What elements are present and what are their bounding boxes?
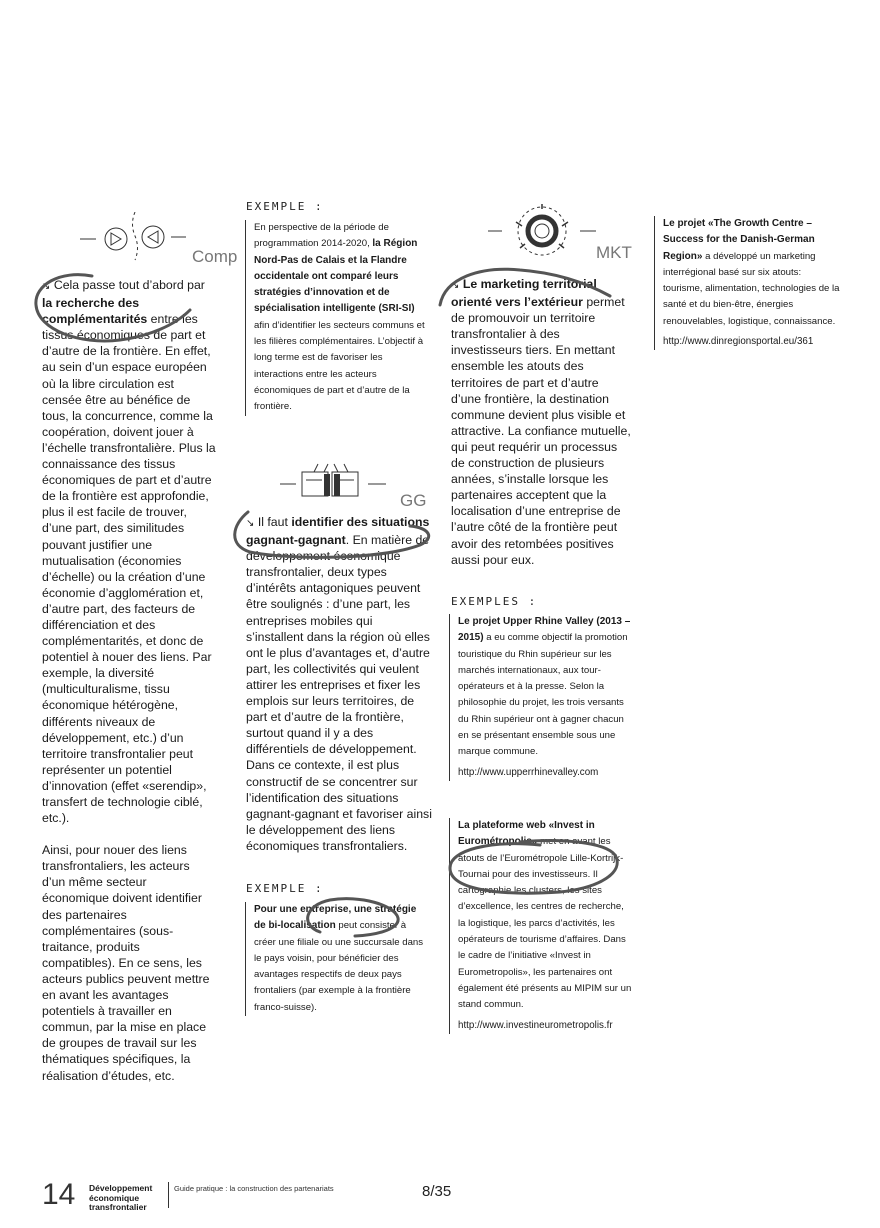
col2-para-bold: identifier des situations gagnant-gagnant [246,515,430,548]
col2-example1-post: afin d’identifier les secteurs communs et les filières complémentaires. L’objectif à long terme est de favoriser les interactions entre les acteurs économiques de part et d’autre de la frontière. [254,319,425,413]
col2-example2-bold: Pour une entreprise, une stratégie de bi-localisation [254,904,417,932]
arrow-bullet-icon: ↘ [246,518,255,529]
col4-bold: Le projet «The Growth Centre – Success for the Danish-German Region» [663,218,815,262]
col4-url[interactable]: http://www.dinregionsportal.eu/361 [663,336,814,348]
col3-example1-post: a eu comme objectif la promotion touristique du Rhin supérieur sur les marchés internationaux, aux tour-opérateurs et à la presse. Selon la philosophie du projet, les trois versants du Rhin supérieur ont à gagner chacun en se présentant ensemble sous une marque commune. [458,632,628,758]
col2-example1-heading: EXEMPLE : [246,200,324,213]
col2-example1-pre: En perspective de la période de programmation 2014-2020, [254,222,389,250]
col1-para1-post: entre les tissus économiques de part et d’autre de la frontière. En effet, au sein d’un espace européen où la libre circulation est censée être au bénéfice de tous, la concurrence, comme la coopération, doivent jouer à l’échelle transfrontalière. Plus la connaissance des tissus économiques de part et d’autre de la frontière est approfondie, plus il est facile de trouver, d’une part, des similitudes pouvant justifier une mutualisation (économies d’échelle) ou la création d’une économie d’agglomération et, d’autre part, des facteurs de différenciation et des complémentarités, et donc de potentiel à nouer des liens. Par exemple, la diversité (multiculturalisme, tissu économique hétérogène, différents niveaux de développement, etc.) d’un territoire transfrontalier peut représenter un potentiel d’innovation (effet «serendip», transfert de technologie ciblé, etc.). [42,312,216,826]
footer-divider [168,1182,169,1208]
footer-guide-title: Guide pratique : la construction des partenariats [174,1184,334,1193]
gear-target-icon [486,200,601,260]
gg-tag: GG [400,491,427,510]
col1-para1 [42,277,216,826]
col1-text [42,277,216,1084]
col3-example2-url[interactable]: http://www.investineurometropolis.fr [458,1019,613,1031]
col3-example2-post: met en avant les atouts de l’Eurométropole Lille-Kortrijk-Tournai pour des investisseurs. Il cartographie les clusters, les sites d’excellence, les centres de recherche, la logistique, les parcs d’activités, les opérateurs de tourisme d’affaires. Dans le cadre de l’initiative «Invest in Eurometropolis», les partenaires ont également été présents au MIPIM sur un stand commun. [458,836,632,1011]
col2-text [246,514,432,854]
col1-para1-pre: Cela passe tout d’abord par [53,278,205,292]
col3-text [451,276,631,568]
col1-para1-bold: la recherche des complémentarités [42,296,148,327]
footer-page-number: 14 [42,1178,76,1211]
arrow-bullet-icon: ↘ [42,281,51,292]
col2-para [246,514,432,854]
col3-example1-bold: Le projet Upper Rhine Valley (2013 – 2015) [458,616,631,644]
col2-example1-bold: la Région Nord-Pas de Calais et la Flandre occidentale ont comparé leurs stratégies d’innovation et de spécialisation intelligente (SRI-SI) [254,238,418,315]
col3-example1-url[interactable]: http://www.upperrhinevalley.com [458,766,599,778]
col3-example1-box [449,614,633,781]
handshake-icon [278,462,398,502]
comp-icon-group [78,212,198,262]
footer-page-counter: 8/35 [422,1183,452,1200]
col4-example-box [654,216,843,350]
col3-examples-heading: EXEMPLES : [451,595,538,608]
col3-para-post: permet de promouvoir un territoire transfrontalier à des investisseurs tiers. En mettant ensemble les atouts des territoires de part et d’autre d’une frontière, la destination commune devient plus visible et attractive. La confiance mutuelle, qui peut requérir un processus de construction de plusieurs années, s’installe lorsque les partenaires acceptent que la localisation d’une entreprise de l’autre côté de la frontière peut avoir des retombées positives aussi pour eux. [451,295,631,567]
col3-para-bold: Le marketing territorial orienté vers l’extérieur [451,277,597,310]
col4-post: a développé un marketing interrégional basé sur six atouts: tourisme, alimentation, technologies de la santé et du bien-être, énergies renouvelables, logistique, connaissance. [663,250,840,327]
col1-para2: Ainsi, pour nouer des liens transfrontaliers, les acteurs d’un même secteur économique doivent identifier des partenaires complémentaires (sous-traitance, produits compatibles). En ce sens, les acteurs publics peuvent mettre en avant les avantages potentiels à travailler en commun, par la mise en place de groupes de travail sur les thématiques spécifiques, la réalisation d’études, etc. [42,843,210,1083]
comp-tag: Comp [192,247,238,266]
col2-example1-box [245,220,426,416]
footer-section-title: Développement économique transfrontalier [89,1183,153,1212]
col2-example2-post: peut consister à créer une filiale ou une succursale dans le pays voisin, pour bénéficier des avantages respectifs de deux pays frontaliers (par exemple à la frontière franco-suisse). [254,920,424,1013]
arrows-meeting-icon [78,212,198,262]
col2-example2-heading: EXEMPLE : [246,882,324,895]
col3-example2-box [449,818,633,1034]
mkt-tag: MKT [596,243,632,262]
mkt-icon-group [486,200,601,260]
col2-example2-box [245,902,426,1016]
arrow-bullet-icon: ↘ [451,280,460,291]
col2-para-pre: Il faut [257,515,292,529]
gg-icon-group [278,462,398,502]
col2-para-post: . En matière de développement économique transfrontalier, deux types d’intérêts antagoniques peuvent être soulignés : d’une part, les entreprises mobiles qui s’installent dans la région où elles ont le plus d’avantages et, d’autre part, les collectivités qui veulent attirer les entreprises et fixer les emplois sur leurs territoires, de part et d’autre de la frontière, surtout quand il y a des différentiels de développement. Dans ce contexte, il est plus constructif de se concentrer sur l’identification des situations gagnant-gagnant et favoriser ainsi le développement des liens économiques transfrontaliers. [246,533,432,853]
col3-para [451,276,631,568]
col3-example2-bold: La plateforme web «Invest in Eurométropolis» [458,820,595,848]
